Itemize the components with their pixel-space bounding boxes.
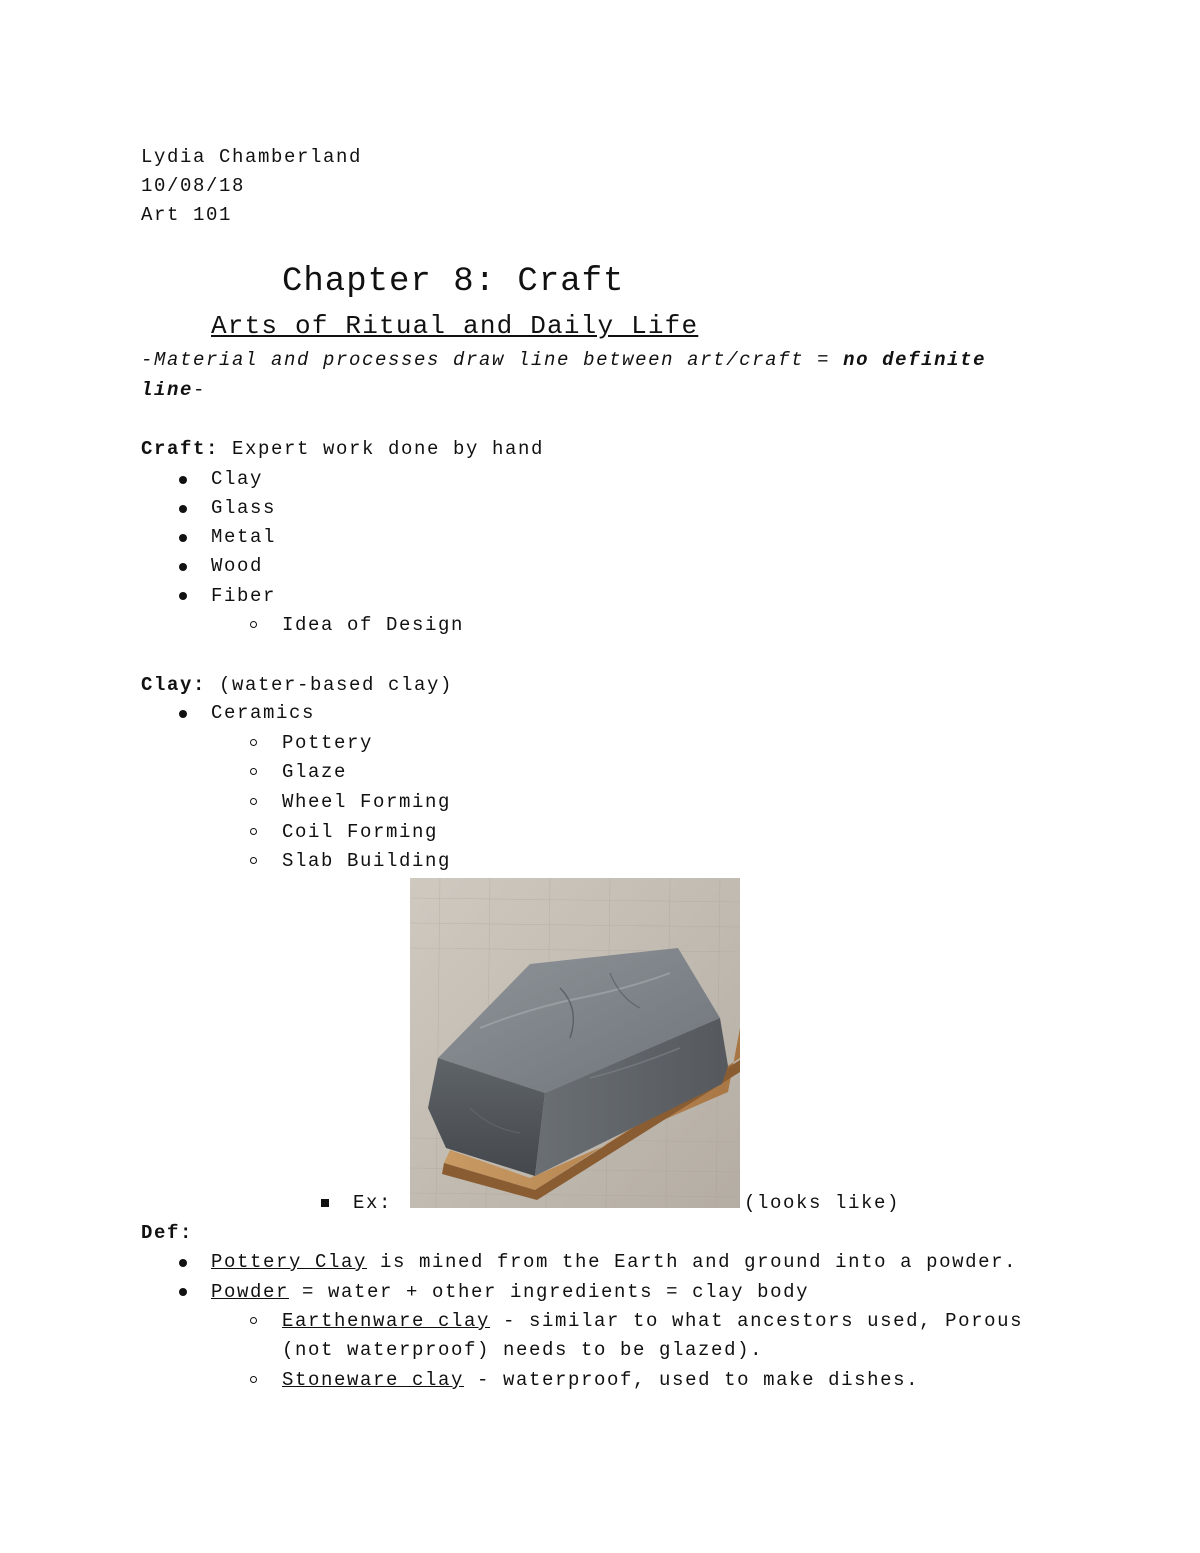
def-item-term: Powder xyxy=(211,1281,290,1303)
def-term: Def: xyxy=(141,1222,194,1244)
clay-subitem: Coil Forming xyxy=(282,821,439,843)
def-subitem xyxy=(282,1309,1023,1333)
clay-subitem: Slab Building xyxy=(282,850,452,872)
clay-item: Ceramics xyxy=(211,702,316,724)
def-subitem xyxy=(282,1368,919,1392)
def-item-text: = water + other ingredients = clay body xyxy=(289,1281,810,1303)
intro-line xyxy=(141,348,986,372)
circle-bullet-icon xyxy=(250,1376,257,1383)
craft-subitem: Idea of Design xyxy=(282,614,465,636)
circle-bullet-icon xyxy=(250,768,257,775)
def-subitem-text: - similar to what ancestors used, Porous xyxy=(490,1310,1024,1332)
bullet-icon xyxy=(179,592,187,600)
craft-definition: Expert work done by hand xyxy=(219,438,545,460)
page-subtitle: Arts of Ritual and Daily Life xyxy=(211,311,699,341)
craft-item: Fiber xyxy=(211,585,277,607)
craft-item: Clay xyxy=(211,468,264,490)
example-label: Ex: xyxy=(353,1192,393,1214)
intro-trail: - xyxy=(193,379,207,401)
def-subitem-continued: (not waterproof) needs to be glazed). xyxy=(282,1339,764,1361)
def-item-term: Pottery Clay xyxy=(211,1251,368,1273)
intro-emphasis: no definite xyxy=(843,349,987,371)
course: Art 101 xyxy=(141,204,233,226)
date: 10/08/18 xyxy=(141,175,246,197)
circle-bullet-icon xyxy=(250,1317,257,1324)
bullet-icon xyxy=(179,534,187,542)
intro-line-2 xyxy=(141,378,206,402)
square-bullet-icon xyxy=(321,1199,329,1207)
example-caption: (looks like) xyxy=(744,1192,901,1214)
clay-subitem: Wheel Forming xyxy=(282,791,452,813)
def-subitem-term: Earthenware clay xyxy=(282,1310,491,1332)
clay-subitem: Pottery xyxy=(282,732,374,754)
intro-emphasis-2: line xyxy=(141,379,194,401)
circle-bullet-icon xyxy=(250,828,257,835)
bullet-icon xyxy=(179,476,187,484)
bullet-icon xyxy=(179,1288,187,1296)
clay-heading xyxy=(141,673,453,697)
circle-bullet-icon xyxy=(250,798,257,805)
def-item xyxy=(211,1250,1017,1274)
def-item-text: is mined from the Earth and ground into a powder. xyxy=(367,1251,1018,1273)
clay-definition: (water-based clay) xyxy=(206,674,454,696)
circle-bullet-icon xyxy=(250,739,257,746)
craft-item: Wood xyxy=(211,555,264,577)
craft-item: Glass xyxy=(211,497,277,519)
def-subitem-term: Stoneware clay xyxy=(282,1369,465,1391)
clay-term: Clay: xyxy=(141,674,207,696)
craft-term: Craft: xyxy=(141,438,220,460)
page-title: Chapter 8: Craft xyxy=(282,263,625,301)
bullet-icon xyxy=(179,1259,187,1267)
bullet-icon xyxy=(179,563,187,571)
clay-subitem: Glaze xyxy=(282,761,348,783)
circle-bullet-icon xyxy=(250,621,257,628)
craft-item: Metal xyxy=(211,526,277,548)
def-heading xyxy=(141,1221,193,1245)
circle-bullet-icon xyxy=(250,857,257,864)
intro-text: -Material and processes draw line between art/craft = xyxy=(141,349,844,371)
clay-block-image xyxy=(410,878,740,1208)
bullet-icon xyxy=(179,710,187,718)
def-item xyxy=(211,1280,809,1304)
author-name: Lydia Chamberland xyxy=(141,146,363,168)
def-subitem-text: - waterproof, used to make dishes. xyxy=(464,1369,920,1391)
craft-heading xyxy=(141,437,544,461)
bullet-icon xyxy=(179,505,187,513)
